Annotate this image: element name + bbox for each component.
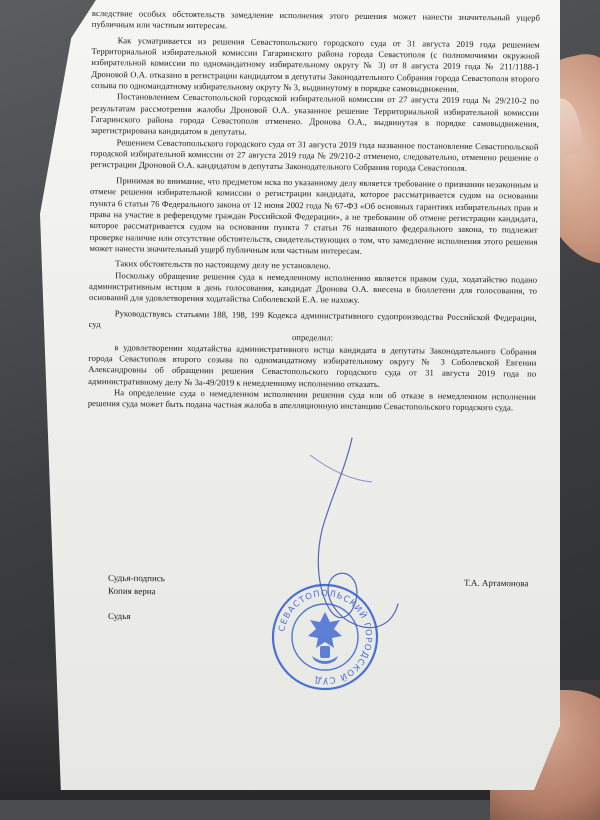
- paragraph-guided: Руководствуясь статьями 188, 198, 199 Кодекса административного судопроизводства Российской Федерации, суд: [88, 307, 537, 330]
- seal-ring-text: СЕВАСТОПОЛЬСКИЙ ГОРОДСКОЙ СУД: [277, 588, 374, 686]
- paragraph-court-decision: Решением Севастопольского городского суда от 31 августа 2019 года названное постановление Севастопольской городской избирательной комиссии от 27 августа 2019 года № 29/210-2 отменено, следовательно, отменено решение о регистрации Дроновой О.А. кандидатом в депутаты Законодательного Собрания города Севастополя.: [90, 137, 539, 174]
- court-seal: [270, 582, 380, 692]
- judge-signature-label: Судья-подпись: [107, 572, 165, 584]
- document-body: [88, 8, 540, 414]
- paragraph-decision: Как усматривается из решения Севастопольского городского суда от 31 августа 2019 года решением Территориальной избирательной комиссии Гагаринского района города Севастополя (с полномочиями окружной избирательной комиссии по одномандатному избирательному округу № 3) от 8 августа 2019 года № 211/1188-1 Дроновой О.А. отказано в регистрации кандидатом в депутаты Законодательного Собрания города Севастополя второго созыва по одномандатному избирательному округу № 3, выдвинутому в порядке самовыдвижения.: [91, 34, 540, 94]
- paragraph-considering: Принимая во внимание, что предметом иска по указанному делу является требование о признании незаконным и отмене решения избирательной комиссии о регистрации кандидата, которое рассматривается судом на основании пункта 6 статьи 76 Федерального закона от 12 июня 2002 года № 67-ФЗ «Об основных гарантиях избирательных прав и права на участие в референдуме граждан Российской Федерации», а не требование об отмене регистрации кандидата, которое рассматривается судом на основании пункта 7 статьи 76 названного федерального закона, то подлежит проверке наличие или отсутствие обстоятельств, свидетельствующих о том, что замедление исполнения этого решения может нанести значительный ущерб публичным или частным интересам.: [89, 175, 539, 256]
- copy-true-label: Копия верна: [107, 585, 156, 597]
- paragraph-since: Поскольку обращение решения суда к немедленному исполнению является правом суда, ходатайство подано административным истцом в день голосования, кандидат Дронова О.А. внесена в бюллетени для голосования, то оснований для удовлетворения ходатайства Соболевской Е.А. не нахожу.: [88, 269, 538, 306]
- paragraph-no-circumstances: Таких обстоятельств по настоящему делу не установлено.: [115, 258, 331, 271]
- judge-label: Судья: [107, 610, 131, 622]
- ruling-appeal: На определение суда о немедленном исполнении решения суда или об отказе в немедленном исполнении решения суда может быть подана частная жалоба в апелляционную инстанцию Севастопольского городского суда.: [87, 387, 537, 413]
- ruling-heading: определил:: [291, 332, 334, 343]
- paragraph-intro: вследствие особых обстоятельств замедление исполнения этого решения может нанести значительный ущерб публичным или частным интересам.: [91, 8, 540, 31]
- ruling-refusal: в удовлетворении ходатайства административного истца кандидата в депутаты Законодательного Собрания города Севастополя второго созыва по одномандатному избирательному округу № 3 Соболевской Евгении Александровны об обращении решения Севастопольского городского суда от 31 августа 2019 года по административному делу № 3а-49/2019 к немедленному исполнению отказать.: [88, 341, 537, 389]
- judge-name: Т.А. Артамонова: [463, 577, 529, 589]
- paragraph-resolution: Постановлением Севастопольской городской избирательной комиссии от 27 августа 2019 года № 29/210-2 по результатам рассмотрения жалобы Дроновой О.А. указанное решение Территориальной избирательной комиссии Гагаринского района города Севастополя отменено. Дронова О.А., выдвинутая в порядке самовыдвижения, зарегистрирована кандидатом в депутаты.: [90, 91, 540, 138]
